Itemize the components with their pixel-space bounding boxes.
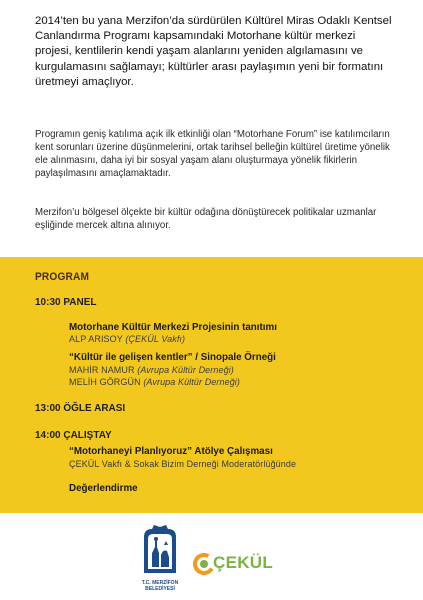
body-paragraph-policies: Merzifon’u bölgesel ölçekte bir kültür odağına dönüştürecek politikalar uzmanlar eşliğinde mercek altına alınıyor. xyxy=(35,207,377,231)
municipality-emblem-icon xyxy=(140,523,180,577)
session2-time: 14:00 ÇALIŞTAY xyxy=(35,430,112,441)
talk2-speaker1 xyxy=(69,365,234,375)
cekul-emblem-icon xyxy=(193,553,215,575)
talk2-title: “Kültür ile gelişen kentler” / Sinopale Örneği xyxy=(69,352,276,363)
cekul-wordmark: ÇEKÜL xyxy=(213,553,274,572)
talk1-speaker-org: (ÇEKÜL Vakfı) xyxy=(125,334,186,344)
intro-paragraph: 2014’ten bu yana Merzifon’da sürdürülen Kültürel Miras Odaklı Kentsel Canlandırma Programı kapsamındaki Motorhane kültür merkezi projesi, kentlilerin kendi yaşam alanlarını yeniden algılamasını ve kurgulamasını sağlamayı; kültürler arası paylaşımın yeni bir formatını üretmeyi amaçlıyor. xyxy=(35,15,392,88)
footer-logos xyxy=(0,513,423,600)
municipality-name-line1: T.C. MERZİFON xyxy=(141,580,179,586)
workshop-subtitle: ÇEKÜL Vakfı & Sokak Bizim Derneği Moderatörlüğünde xyxy=(69,459,297,469)
closing-item: Değerlendirme xyxy=(69,483,138,494)
talk2-speaker2 xyxy=(69,377,240,387)
merzifon-municipality-logo xyxy=(140,523,180,593)
talk2-speaker1-org: (Avrupa Kültür Derneği) xyxy=(137,365,234,375)
body-paragraph-forum: Programın geniş katılıma açık ilk etkinliği olan “Motorhane Forum” ise katılımcıların kent sorunları üzerine düşünmelerini, ortak tarihsel belleğin kültürel üretime yönelik ele alınmasını, daha iyi bir sosyal yaşam alanı oluşturmaya yönelik fikirlerin paylaşılmasını amaçlamaktadır. xyxy=(35,129,390,179)
talk1-title: Motorhane Kültür Merkezi Projesinin tanıtımı xyxy=(69,322,277,333)
talk1-speaker-name: ALP ARISOY xyxy=(69,334,123,344)
program-title: PROGRAM xyxy=(35,271,90,283)
intro-section xyxy=(0,0,423,257)
break-time: 13:00 ÖĞLE ARASI xyxy=(35,403,126,414)
session1-time: 10:30 PANEL xyxy=(35,297,97,308)
talk2-speaker1-name: MAHİR NAMUR xyxy=(69,365,135,375)
program-section xyxy=(0,257,423,513)
workshop-title: “Motorhaneyi Planlıyoruz” Atölye Çalışması xyxy=(69,446,273,457)
talk1-speaker xyxy=(69,334,185,344)
talk2-speaker2-org: (Avrupa Kültür Derneği) xyxy=(143,377,241,387)
talk2-speaker2-name: MELİH GÖRGÜN xyxy=(69,377,141,387)
cekul-logo xyxy=(193,553,303,579)
municipality-name-line2: BELEDİYESİ xyxy=(145,586,175,592)
